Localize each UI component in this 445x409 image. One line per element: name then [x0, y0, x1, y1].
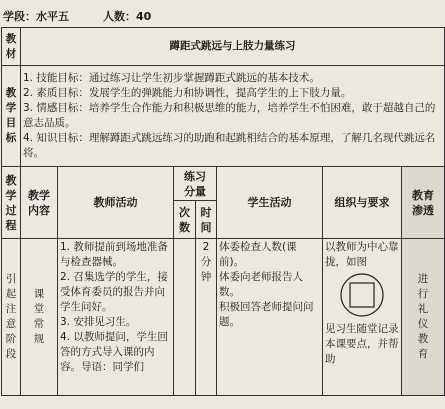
student-count: 人数：40	[103, 10, 152, 23]
process-header: 教 学 过 程	[2, 167, 21, 239]
count-cell	[174, 239, 196, 396]
objective-item: 4. 知识目标：理解蹲距式跳远练习的助跑和起跳相结合的基本原理，了解几名现代跳远名将。	[23, 132, 436, 159]
times-header: 次 数	[174, 201, 196, 239]
organization-text-bottom: 见习生随堂记录本课要点，并帮助	[325, 323, 399, 365]
column-header-row	[2, 167, 445, 201]
time-cell: 2 分 钟	[196, 239, 217, 396]
duration-header: 时 间	[196, 201, 217, 239]
teacher-activity: 1. 教师提前到场地准备与检查器械。 2. 召集选学的学生，接受体育委员的报告并向学生问好。 3. 安排见习生。 4. 以教师提问，学生回答的方式导入课的内容。导语：同学们	[58, 239, 174, 396]
education-cell: 进 行 礼 仪 教 育	[402, 239, 445, 396]
lesson-plan-table	[1, 27, 445, 396]
teacher-header: 教师活动	[58, 167, 174, 239]
objective-item: 1. 技能目标：通过练习让学生初步掌握蹲距式跳远的基本技术。	[23, 72, 320, 84]
stage-label: 引 起 注 意 阶 段	[2, 239, 21, 396]
objectives-list	[21, 66, 445, 167]
grade-label: 学段：水平五	[3, 10, 69, 23]
objective-item: 3. 情感目标：培养学生合作能力和积极思维的能力，培养学生不怕困难，敢于超越自己的意志品质。	[23, 102, 436, 129]
objectives-label: 教 学 目 标	[2, 66, 21, 167]
formation-diagram	[339, 272, 385, 318]
education-header: 教育 渗透	[402, 167, 445, 239]
organization-cell	[323, 239, 402, 396]
objective-item: 2. 素质目标：发展学生的弹跳能力和协调性，提高学生的上下肢力量。	[23, 87, 352, 99]
content-cell: 课 堂 常 规	[21, 239, 58, 396]
organization-header: 组织与要求	[323, 167, 402, 239]
objectives-row	[2, 66, 445, 167]
student-activity: 体委检查人数(课前)。 体委向老师报告人数。 积极回答老师提问问题。	[217, 239, 323, 396]
material-title: 蹲距式跳远与上肢力量练习	[21, 28, 445, 66]
material-label: 教 材	[2, 28, 21, 66]
lesson-stage-row	[2, 239, 445, 396]
student-header: 学生活动	[217, 167, 323, 239]
organization-text-top: 以教师为中心靠拢，如图	[325, 241, 399, 268]
practice-header: 练习 分量	[174, 167, 217, 201]
material-row	[2, 28, 445, 66]
content-header: 教学 内容	[21, 167, 58, 239]
